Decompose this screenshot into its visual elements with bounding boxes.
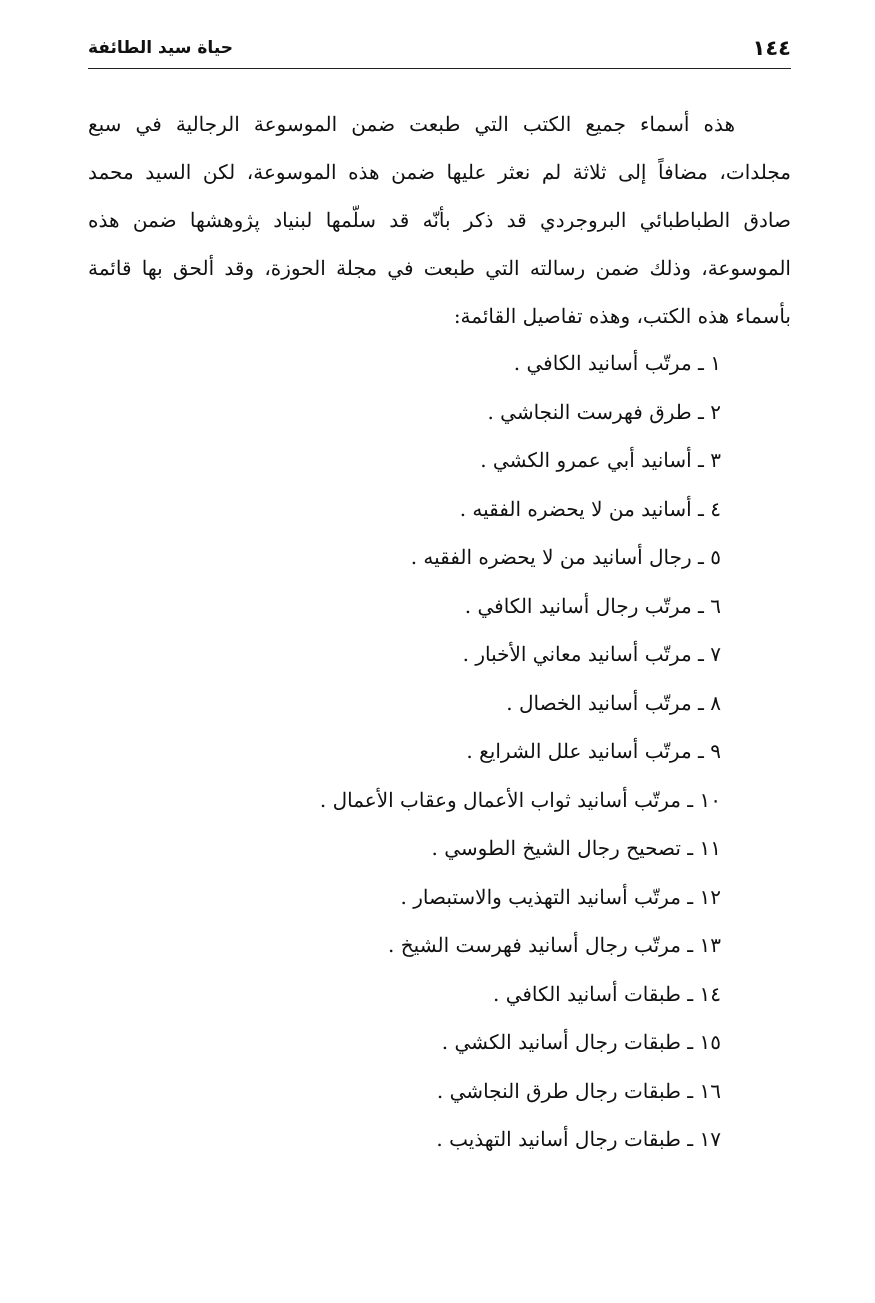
book-title: حياة سيد الطائفة bbox=[88, 38, 234, 58]
list-item: ٤ ـ أسانيد من لا يحضره الفقيه . bbox=[459, 496, 721, 521]
paragraph-line: بأسماء هذه الكتب، وهذه تفاصيل القائمة: bbox=[453, 304, 791, 328]
list-item: ٦ ـ مرتّب رجال أسانيد الكافي . bbox=[464, 593, 721, 618]
paragraph-line: صادق الطباطبائي البروجردي قد ذكر بأنّه قد سلّمها لبنياد پژوهشها ضمن هذه bbox=[88, 208, 791, 232]
list-item: ٢ ـ طرق فهرست النجاشي . bbox=[487, 399, 721, 424]
list-item: ٩ ـ مرتّب أسانيد علل الشرايع . bbox=[466, 739, 721, 763]
list-item: ١٠ ـ مرتّب أسانيد ثواب الأعمال وعقاب الأعمال . bbox=[319, 787, 721, 812]
list-item: ١٢ ـ مرتّب أسانيد التهذيب والاستبصار . bbox=[400, 884, 721, 909]
paragraph-line: هذه أسماء جميع الكتب التي طبعت ضمن الموسوعة الرجالية في سبع bbox=[88, 112, 736, 136]
list-item: ١١ ـ تصحيح رجال الشيخ الطوسي . bbox=[431, 836, 721, 860]
list-item: ١٧ ـ طبقات رجال أسانيد التهذيب . bbox=[436, 1127, 721, 1151]
running-header bbox=[88, 34, 791, 69]
list-item: ١ ـ مرتّب أسانيد الكافي . bbox=[513, 351, 721, 375]
list-item: ١٣ ـ مرتّب رجال أسانيد فهرست الشيخ . bbox=[388, 933, 721, 957]
list-item: ٧ ـ مرتّب أسانيد معاني الأخبار . bbox=[462, 642, 721, 666]
list-item: ٣ ـ أسانيد أبي عمرو الكشي . bbox=[480, 448, 721, 472]
page-number: ١٤٤ bbox=[752, 36, 791, 60]
paragraph-line: مجلدات، مضافاً إلى ثلاثة لم نعثر عليها ضمن هذه الموسوعة، لكن السيد محمد bbox=[88, 160, 791, 184]
book-list bbox=[320, 339, 721, 1164]
list-item: ١٥ ـ طبقات رجال أسانيد الكشي . bbox=[441, 1030, 721, 1054]
list-item: ٨ ـ مرتّب أسانيد الخصال . bbox=[506, 690, 721, 715]
list-item: ٥ ـ رجال أسانيد من لا يحضره الفقيه . bbox=[410, 545, 721, 569]
intro-paragraph bbox=[88, 100, 791, 340]
list-item: ١٤ ـ طبقات أسانيد الكافي . bbox=[492, 981, 721, 1006]
paragraph-line: الموسوعة، وذلك ضمن رسالته التي طبعت في مجلة الحوزة، وقد ألحق بها قائمة bbox=[88, 256, 791, 280]
list-item: ١٦ ـ طبقات رجال طرق النجاشي . bbox=[436, 1078, 721, 1103]
